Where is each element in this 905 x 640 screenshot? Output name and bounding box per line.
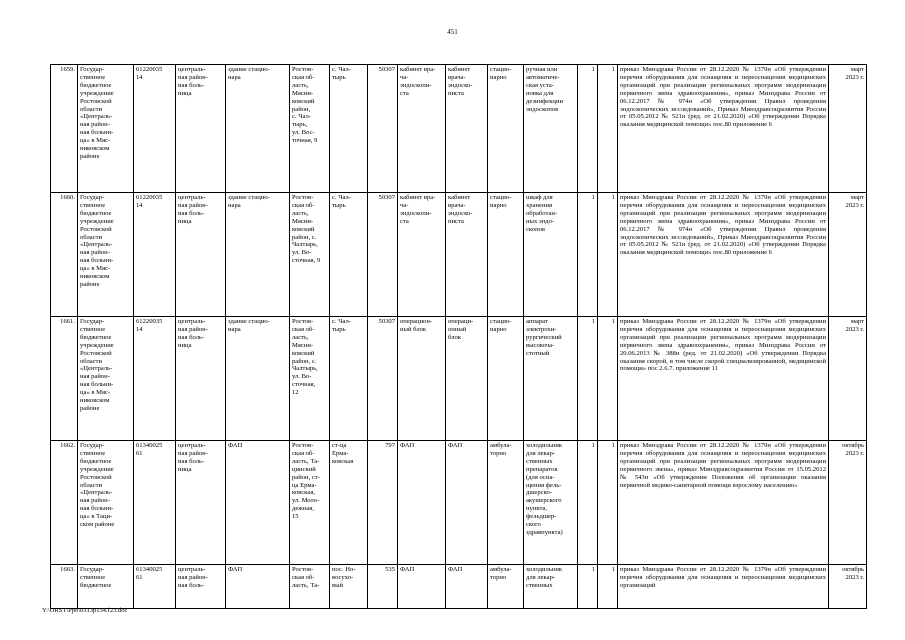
delivery-date-cell: март 2023 г. (829, 65, 867, 193)
unit-name-cell: ФАП (446, 565, 488, 609)
settlement-cell: пос. Но- восухо- вый (330, 565, 368, 609)
care-mode-cell: стацио- нарно (488, 65, 524, 193)
care-mode-cell: стацио- нарно (488, 193, 524, 317)
settlement-cell: ст-ца Ерма- ковская (330, 441, 368, 565)
table-row (51, 65, 867, 193)
quantity-total-cell: 1 (598, 441, 618, 565)
organization-code-cell: 61340025 61 (134, 441, 176, 565)
building-name-cell: здание стацио- нара (226, 65, 290, 193)
table-row (51, 317, 867, 441)
facility-type-cell: централь- ная район- ная боль- ница (176, 65, 226, 193)
quantity-planned-cell: 1 (578, 193, 598, 317)
row-number-cell: 1659. (51, 65, 78, 193)
care-mode-cell: амбула- торно (488, 565, 524, 609)
facility-type-cell: централь- ная район- ная боль- ница (176, 441, 226, 565)
quantity-planned-cell: 1 (578, 565, 598, 609)
settlement-cell: с. Чал- тырь (330, 193, 368, 317)
quantity-planned-cell: 1 (578, 65, 598, 193)
regulatory-document-cell: приказ Минздрава России от 28.12.2020 № 1379н «Об утверждении перечня оборудования для оснащения и переоснащения медицинских организаций при реализации региональных программ модернизации первичного звена», приказ Минздравсоцразвития России от 15.05.2012 № 543н «Об утверждении Положения об организации оказания первичной медико-санитарной помощи взрослому населению» (618, 441, 829, 565)
regulatory-document-cell: приказ Минздрава России от 28.12.2020 № 1379н «Об утверждении перечня оборудования для оснащения и переоснащения медицинских организаций (618, 565, 829, 609)
facility-type-cell: централь- ная район- ная боль- (176, 565, 226, 609)
settlement-index-cell: 50307 (368, 317, 398, 441)
settlement-index-cell: 797 (368, 441, 398, 565)
room-name-cell: операцион- ный блок (398, 317, 446, 441)
delivery-date-cell: март 2023 г. (829, 193, 867, 317)
facility-type-cell: централь- ная район- ная боль- ница (176, 193, 226, 317)
unit-name-cell: кабинет врача- эндоско- писта (446, 65, 488, 193)
quantity-total-cell: 1 (598, 565, 618, 609)
room-name-cell: ФАП (398, 565, 446, 609)
building-name-cell: здание стацио- нара (226, 317, 290, 441)
regulatory-document-cell: приказ Минздрава России от 28.12.2020 № 1379н «Об утверждении перечня оборудования для оснащения и переоснащения медицинских организаций при реализации региональных программ модернизации первичного звена здравоохранения», приказ Минздрава России от 20.06.2013 № 388н (ред. от 21.02.2020) «Об утверждении Порядка оказания скорой, в том числе скорой специализированной, медицинской помощи» пос 2.6.7. приложение 11 (618, 317, 829, 441)
footer-file-path: Y:\ORST\Ppo\0313p134.f23.doc (42, 607, 128, 614)
organization-code-cell: 61220035 14 (134, 65, 176, 193)
delivery-date-cell: октябрь 2023 г. (829, 441, 867, 565)
organization-code-cell: 61220035 14 (134, 317, 176, 441)
equipment-name-cell: холодильник для лекар- ственных (524, 565, 578, 609)
equipment-name-cell: холодильник для лекар- ственных препаратов (для осна- щения фель- дшерско- акушерского пункта, фельдшер- ского здравпункта) (524, 441, 578, 565)
row-number-cell: 1661. (51, 317, 78, 441)
address-cell: Ростов- ская об- ласть, Мясни- ковский район, с. Чал- тырь, ул. Вос- точная, 9 (290, 65, 330, 193)
care-mode-cell: стацио- нарно (488, 317, 524, 441)
equipment-name-cell: шкаф для хранения обработан- ных эндо- скопов (524, 193, 578, 317)
quantity-total-cell: 1 (598, 193, 618, 317)
building-name-cell: ФАП (226, 441, 290, 565)
settlement-cell: с. Чал- тырь (330, 65, 368, 193)
table-row (51, 193, 867, 317)
organization-name-cell: Государ- ственное бюджетное (78, 565, 134, 609)
address-cell: Ростов- ская об- ласть, Мясни- ковский район, с. Чалтырь, ул. Во- сточная, 12 (290, 317, 330, 441)
quantity-planned-cell: 1 (578, 317, 598, 441)
equipment-table (50, 64, 867, 609)
settlement-index-cell: 50307 (368, 193, 398, 317)
room-name-cell: кабинет вра- ча- эндоскопи- ста (398, 193, 446, 317)
organization-code-cell: 61220035 14 (134, 193, 176, 317)
delivery-date-cell: октябрь 2023 г. (829, 565, 867, 609)
facility-type-cell: централь- ная район- ная боль- ница (176, 317, 226, 441)
room-name-cell: кабинет вра- ча- эндоскопи- ста (398, 65, 446, 193)
row-number-cell: 1663. (51, 565, 78, 609)
address-cell: Ростов- ская об- ласть, Мясни- ковский район, с. Чалтырь, ул. Во- сточная, 9 (290, 193, 330, 317)
settlement-index-cell: 50307 (368, 65, 398, 193)
page-number: 451 (447, 28, 458, 36)
address-cell: Ростов- ская об- ласть, Та- (290, 565, 330, 609)
unit-name-cell: ФАП (446, 441, 488, 565)
regulatory-document-cell: приказ Минздрава России от 28.12.2020 № 1379н «Об утверждении перечня оборудования для оснащения и переоснащения медицинских организаций при реализации региональных программ модернизации первичного звена здравоохранения», приказ Минздрава России от 06.12.2017 № 974н «Об утверждении Правил проведения эндоскопических исследований», Приказ Минздравсоцразвития России от 05.05.2012 № 521н (ред. от 21.02.2020) «Об утверждении Порядка оказания медицинской помощи» пос.80 приложение 6 (618, 193, 829, 317)
address-cell: Ростов- ская об- ласть, Та- цинский район, ст- ца Ерма- ковская, ул. Моло- дежная, 15 (290, 441, 330, 565)
building-name-cell: ФАП (226, 565, 290, 609)
unit-name-cell: операци- онный блок (446, 317, 488, 441)
unit-name-cell: кабинет врача- эндоско- писта (446, 193, 488, 317)
organization-name-cell: Государ- ственное бюджетное учреждение Ростовской области «Централь- ная район- ная больни- ца» в Мяс- никовском районе (78, 193, 134, 317)
table-row (51, 441, 867, 565)
quantity-total-cell: 1 (598, 65, 618, 193)
building-name-cell: здание стацио- нара (226, 193, 290, 317)
organization-code-cell: 61340025 61 (134, 565, 176, 609)
equipment-name-cell: аппарат электрохи- рургический высокоча- стотный (524, 317, 578, 441)
organization-name-cell: Государ- ственное бюджетное учреждение Ростовской области «Централь- ная район- ная больни- ца» в Таци- ском районе (78, 441, 134, 565)
settlement-cell: с. Чал- тырь (330, 317, 368, 441)
table-row (51, 565, 867, 609)
row-number-cell: 1660. (51, 193, 78, 317)
organization-name-cell: Государ- ственное бюджетное учреждение Ростовской области «Централь- ная район- ная больни- ца» в Мяс- никовском районе (78, 65, 134, 193)
room-name-cell: ФАП (398, 441, 446, 565)
regulatory-document-cell: приказ Минздрава России от 28.12.2020 № 1379н «Об утверждении перечня оборудования для оснащения и переоснащения медицинских организаций при реализации региональных программ модернизации первичного звена здравоохранения», приказ Минздрава России от 06.12.2017 № 974н «Об утверждении Правил проведения эндоскопических исследований», Приказ Минздравсоцразвития России от 05.05.2012 № 521н (ред. от 21.02.2020) «Об утверждении Порядка оказания медицинской помощи» пос.80 приложение 6 (618, 65, 829, 193)
equipment-name-cell: ручная или автоматиче- ская уста- новка для дезинфекции эндоскопов (524, 65, 578, 193)
delivery-date-cell: март 2023 г. (829, 317, 867, 441)
quantity-planned-cell: 1 (578, 441, 598, 565)
organization-name-cell: Государ- ственное бюджетное учреждение Ростовской области «Централь- ная район- ная больни- ца» в Мяс- никовском районе (78, 317, 134, 441)
quantity-total-cell: 1 (598, 317, 618, 441)
care-mode-cell: амбула- торно (488, 441, 524, 565)
settlement-index-cell: 535 (368, 565, 398, 609)
row-number-cell: 1662. (51, 441, 78, 565)
